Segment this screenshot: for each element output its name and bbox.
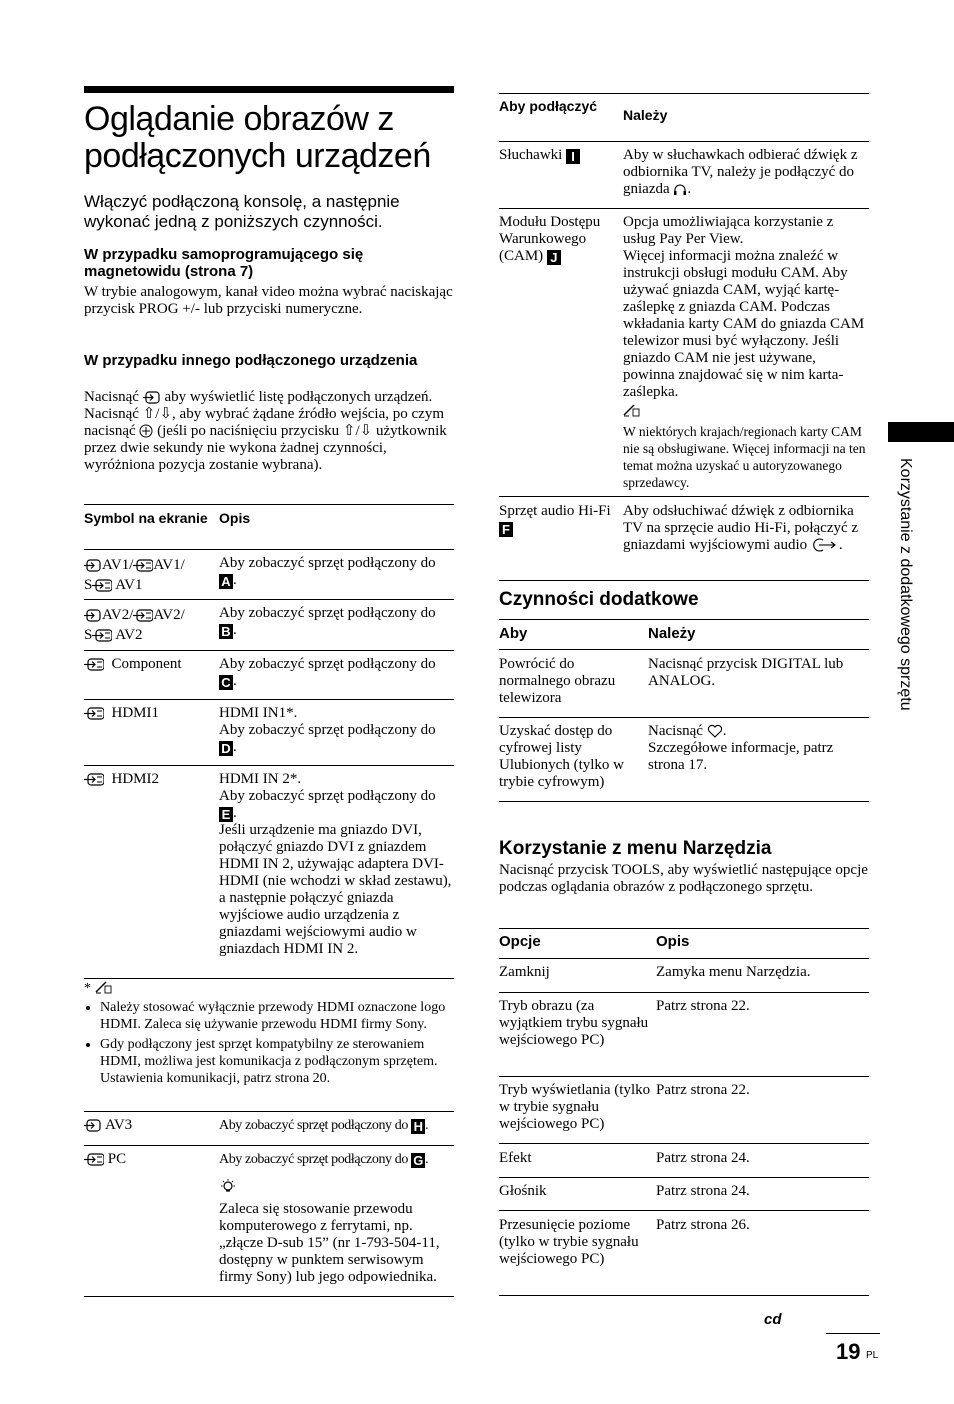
input-icon [84, 559, 102, 572]
table-cell: Aby zobaczyć sprzęt podłączony do H . [219, 1118, 429, 1134]
table-rule [84, 1111, 454, 1112]
continued-marker: cd [764, 1311, 782, 1328]
conn-header-do: Należy [623, 107, 668, 123]
list-item: • Gdy podłączony jest sprzęt kompatybilny ze sterowaniem HDMI, możliwa jest komunikacja z podłączonym sprzętem. Ustawienia komunikacji, patrz strona 20. [100, 1036, 454, 1087]
table-row: Przesunięcie poziome (tylko w trybie sygnału wejściowego PC) [499, 1217, 639, 1267]
table-cell: Aby zobaczyć sprzęt podłączony do A . [219, 555, 436, 589]
table-row: Component [84, 656, 219, 673]
other-text: Nacisnąć aby wyświetlić listę podłączonych urządzeń. Nacisnąć ⇧/⇩, aby wybrać żądane źródło wejścia, po czym nacisnąć (jeśli po naciśnięciu przycisku ⇧/⇩ użytkownik przez dwie sekundy nie wykona żadnej czynności, wyróżniona pozycja zostanie wybrana). [84, 389, 447, 473]
table-row: Tryb wyświetlania (tylko w trybie sygnału wejściowego PC) [499, 1082, 651, 1132]
extra-header-do: Należy [648, 625, 696, 642]
page-number-rule [826, 1333, 880, 1334]
table-row: AV1/ AV1/ S AV1 [84, 557, 185, 593]
table-cell: Aby odsłuchiwać dźwięk z odbiornika TV na sprzęcie audio Hi-Fi, połączyć z gniazdami wyjściowymi audio . [623, 503, 859, 553]
table-cell: Zamyka menu Narzędzia. [656, 964, 811, 980]
vcr-text: W trybie analogowym, kanał video można wybrać naciskając przycisk PROG +/- lub przyciski numeryczne. [84, 284, 453, 317]
table-cell: Aby w słuchawkach odbierać dźwięk z odbiornika TV, należy je podłączyć do gniazda . [623, 147, 858, 197]
table-rule [84, 549, 454, 550]
table-row: HDMI2 [84, 771, 219, 788]
vcr-heading: W przypadku samoprogramującego się magnetowidu (strona 7) [84, 246, 364, 280]
up-down-arrow-icon: ⇧/⇩ [342, 423, 373, 439]
table-row: Zamknij [499, 964, 550, 980]
hdmi-input-icon [84, 773, 104, 786]
memo-icon [623, 403, 641, 418]
table-rule [499, 141, 869, 142]
table-rule [499, 496, 869, 497]
page-title: Oglądanie obrazów z podłączonych urządzeń [84, 100, 431, 175]
table-rule [84, 978, 454, 979]
tools-header-desc: Opis [656, 933, 690, 950]
table-rule [84, 650, 454, 651]
extra-heading: Czynności dodatkowe [499, 589, 699, 610]
letter-badge: F [499, 522, 513, 537]
letter-badge: B [219, 624, 233, 639]
audio-output-icon [811, 538, 839, 552]
table-row: AV2/ AV2/ S AV2 [84, 607, 185, 643]
table-cell: Aby zobaczyć sprzęt podłączony do G . Zaleca się stosowanie przewodu komputerowego z ferrytami, np. „złącze D-sub 15” (nr 1-793-504-11, dostępny w punktem serwisowym firmy Sony) lub jego odpowiednika. [219, 1152, 440, 1285]
page-number: 19 [836, 1339, 861, 1364]
table-row: Modułu Dostępu Warunkowego (CAM) J [499, 214, 601, 265]
page-language: PL [866, 1350, 879, 1361]
hdmi-input-icon [84, 707, 104, 720]
section-tab-marker [888, 422, 954, 442]
memo-icon [95, 980, 113, 995]
input-icon [84, 609, 102, 622]
letter-badge: D [219, 741, 233, 756]
table-rule [499, 958, 869, 959]
input-component-icon [133, 609, 153, 622]
table-rule [499, 619, 869, 620]
table-rule [84, 1296, 454, 1297]
table-rule [84, 599, 454, 600]
note-star: * [84, 980, 113, 997]
table-cell: HDMI IN 2*. Aby zobaczyć sprzęt podłączony do E . Jeśli urządzenie ma gniazdo DVI, połączyć gniazdo DVI z gniazdem HDMI IN 2, używając adaptera DVI-HDMI (nie wchodzi w skład zestawu), a następnie połączyć gniazda wyjściowe audio urządzenia z gniazdami wejściowymi audio w gniazdach HDMI IN 2. [219, 771, 452, 957]
conn-header-connect: Aby podłączyć [499, 98, 598, 114]
letter-badge: C [219, 675, 233, 690]
up-down-arrow-icon: ⇧/⇩ [142, 406, 173, 422]
table-rule [499, 1295, 869, 1296]
note-list [84, 999, 454, 1087]
table-cell: Patrz strona 22. [656, 998, 750, 1014]
table-cell: Patrz strona 22. [656, 1082, 750, 1098]
table-rule [499, 208, 869, 209]
table-rule [499, 801, 869, 802]
table-rule [499, 1076, 869, 1077]
table-row: Powrócić do normalnego obrazu telewizora [499, 656, 616, 706]
table-rule [84, 765, 454, 766]
table-cell: Patrz strona 24. [656, 1183, 750, 1199]
table-cell: Nacisnąć przycisk DIGITAL lub ANALOG. [648, 656, 844, 689]
letter-badge: A [219, 574, 233, 589]
table-cell: Patrz strona 24. [656, 1150, 750, 1166]
table-rule [84, 1145, 454, 1146]
input-component-icon [133, 559, 153, 572]
table-cell: Nacisnąć . Szczegółowe informacje, patrz strona 17. [648, 723, 834, 773]
table-rule [499, 992, 869, 993]
table-rule [499, 649, 869, 650]
s-video-input-icon [92, 629, 112, 642]
table-row: Sprzęt audio Hi-Fi F [499, 503, 611, 537]
table-rule [499, 928, 869, 929]
tools-heading: Korzystanie z menu Narzędzia [499, 838, 772, 859]
table-row: PC [84, 1151, 219, 1168]
letter-badge: E [219, 807, 233, 822]
sym-header-symbol: Symbol na ekranie [84, 510, 208, 526]
section-side-label: Korzystanie z dodatkowego sprzętu [897, 458, 914, 711]
table-rule [499, 717, 869, 718]
table-cell: Aby zobaczyć sprzęt podłączony do C . [219, 656, 436, 690]
table-cell: Patrz strona 26. [656, 1217, 750, 1233]
table-rule [499, 1210, 869, 1211]
table-rule [499, 580, 869, 581]
favourites-heart-icon [707, 724, 723, 738]
table-row: Tryb obrazu (za wyjątkiem trybu sygnału wejściowego PC) [499, 998, 649, 1048]
other-heading: W przypadku innego podłączonego urządzenia [84, 352, 418, 369]
input-icon [143, 391, 161, 404]
table-row: Efekt [499, 1150, 532, 1166]
hint-bulb-icon [219, 1178, 237, 1196]
enter-icon [139, 424, 153, 438]
table-cell: HDMI IN1*. Aby zobaczyć sprzęt podłączony do D . [219, 705, 436, 756]
s-video-input-icon [92, 579, 112, 592]
tools-intro: Nacisnąć przycisk TOOLS, aby wyświetlić następujące opcje podczas oglądania obrazów z podłączonego sprzętu. [499, 862, 868, 895]
sym-header-desc: Opis [219, 510, 251, 526]
letter-badge: G [411, 1153, 425, 1168]
extra-header-to: Aby [499, 625, 528, 642]
table-rule [84, 699, 454, 700]
table-rule [499, 1177, 869, 1178]
headphones-icon [673, 183, 687, 196]
intro-text: Włączyć podłączoną konsolę, a następnie wykonać jedną z poniższych czynności. [84, 192, 400, 231]
letter-badge: H [411, 1119, 425, 1134]
table-rule [499, 1143, 869, 1144]
tools-header-options: Opcje [499, 933, 541, 950]
letter-badge: I [566, 149, 580, 164]
table-cell: Opcja umożliwiająca korzystanie z usług Pay Per View. Więcej informacji można znaleźć w instrukcji obsługi modułu CAM. Aby używać gniazda CAM, wyjąć kartę-zaślepkę z gniazda CAM. Podczas wkładania karty CAM do gniazda CAM telewizor musi być wyłączony. Jeśli gniazdo CAM nie jest używane, powinna znajdować się w nim karta-zaślepka. W niektórych krajach/regionach karty CAM nie są obsługiwane. Więcej informacji na ten temat można uzyskać u autoryzowanego sprzedawcy. [623, 214, 866, 490]
table-cell: Aby zobaczyć sprzęt podłączony do B . [219, 605, 436, 639]
table-rule [499, 93, 869, 94]
table-row: AV3 [84, 1117, 219, 1134]
table-row: Głośnik [499, 1183, 547, 1199]
input-icon [84, 1119, 102, 1132]
list-item: • Należy stosować wyłącznie przewody HDMI oznaczone logo HDMI. Zaleca się używanie przewodu HDMI firmy Sony. [100, 999, 454, 1033]
input-component-icon [84, 658, 104, 671]
pc-input-icon [84, 1153, 104, 1166]
table-rule [84, 504, 454, 505]
table-row: Słuchawki I [499, 147, 619, 164]
letter-badge: J [547, 250, 561, 265]
table-row: HDMI1 [84, 705, 219, 722]
title-rule [84, 86, 454, 93]
table-row: Uzyskać dostęp do cyfrowej listy Ulubionych (tylko w trybie cyfrowym) [499, 723, 624, 790]
